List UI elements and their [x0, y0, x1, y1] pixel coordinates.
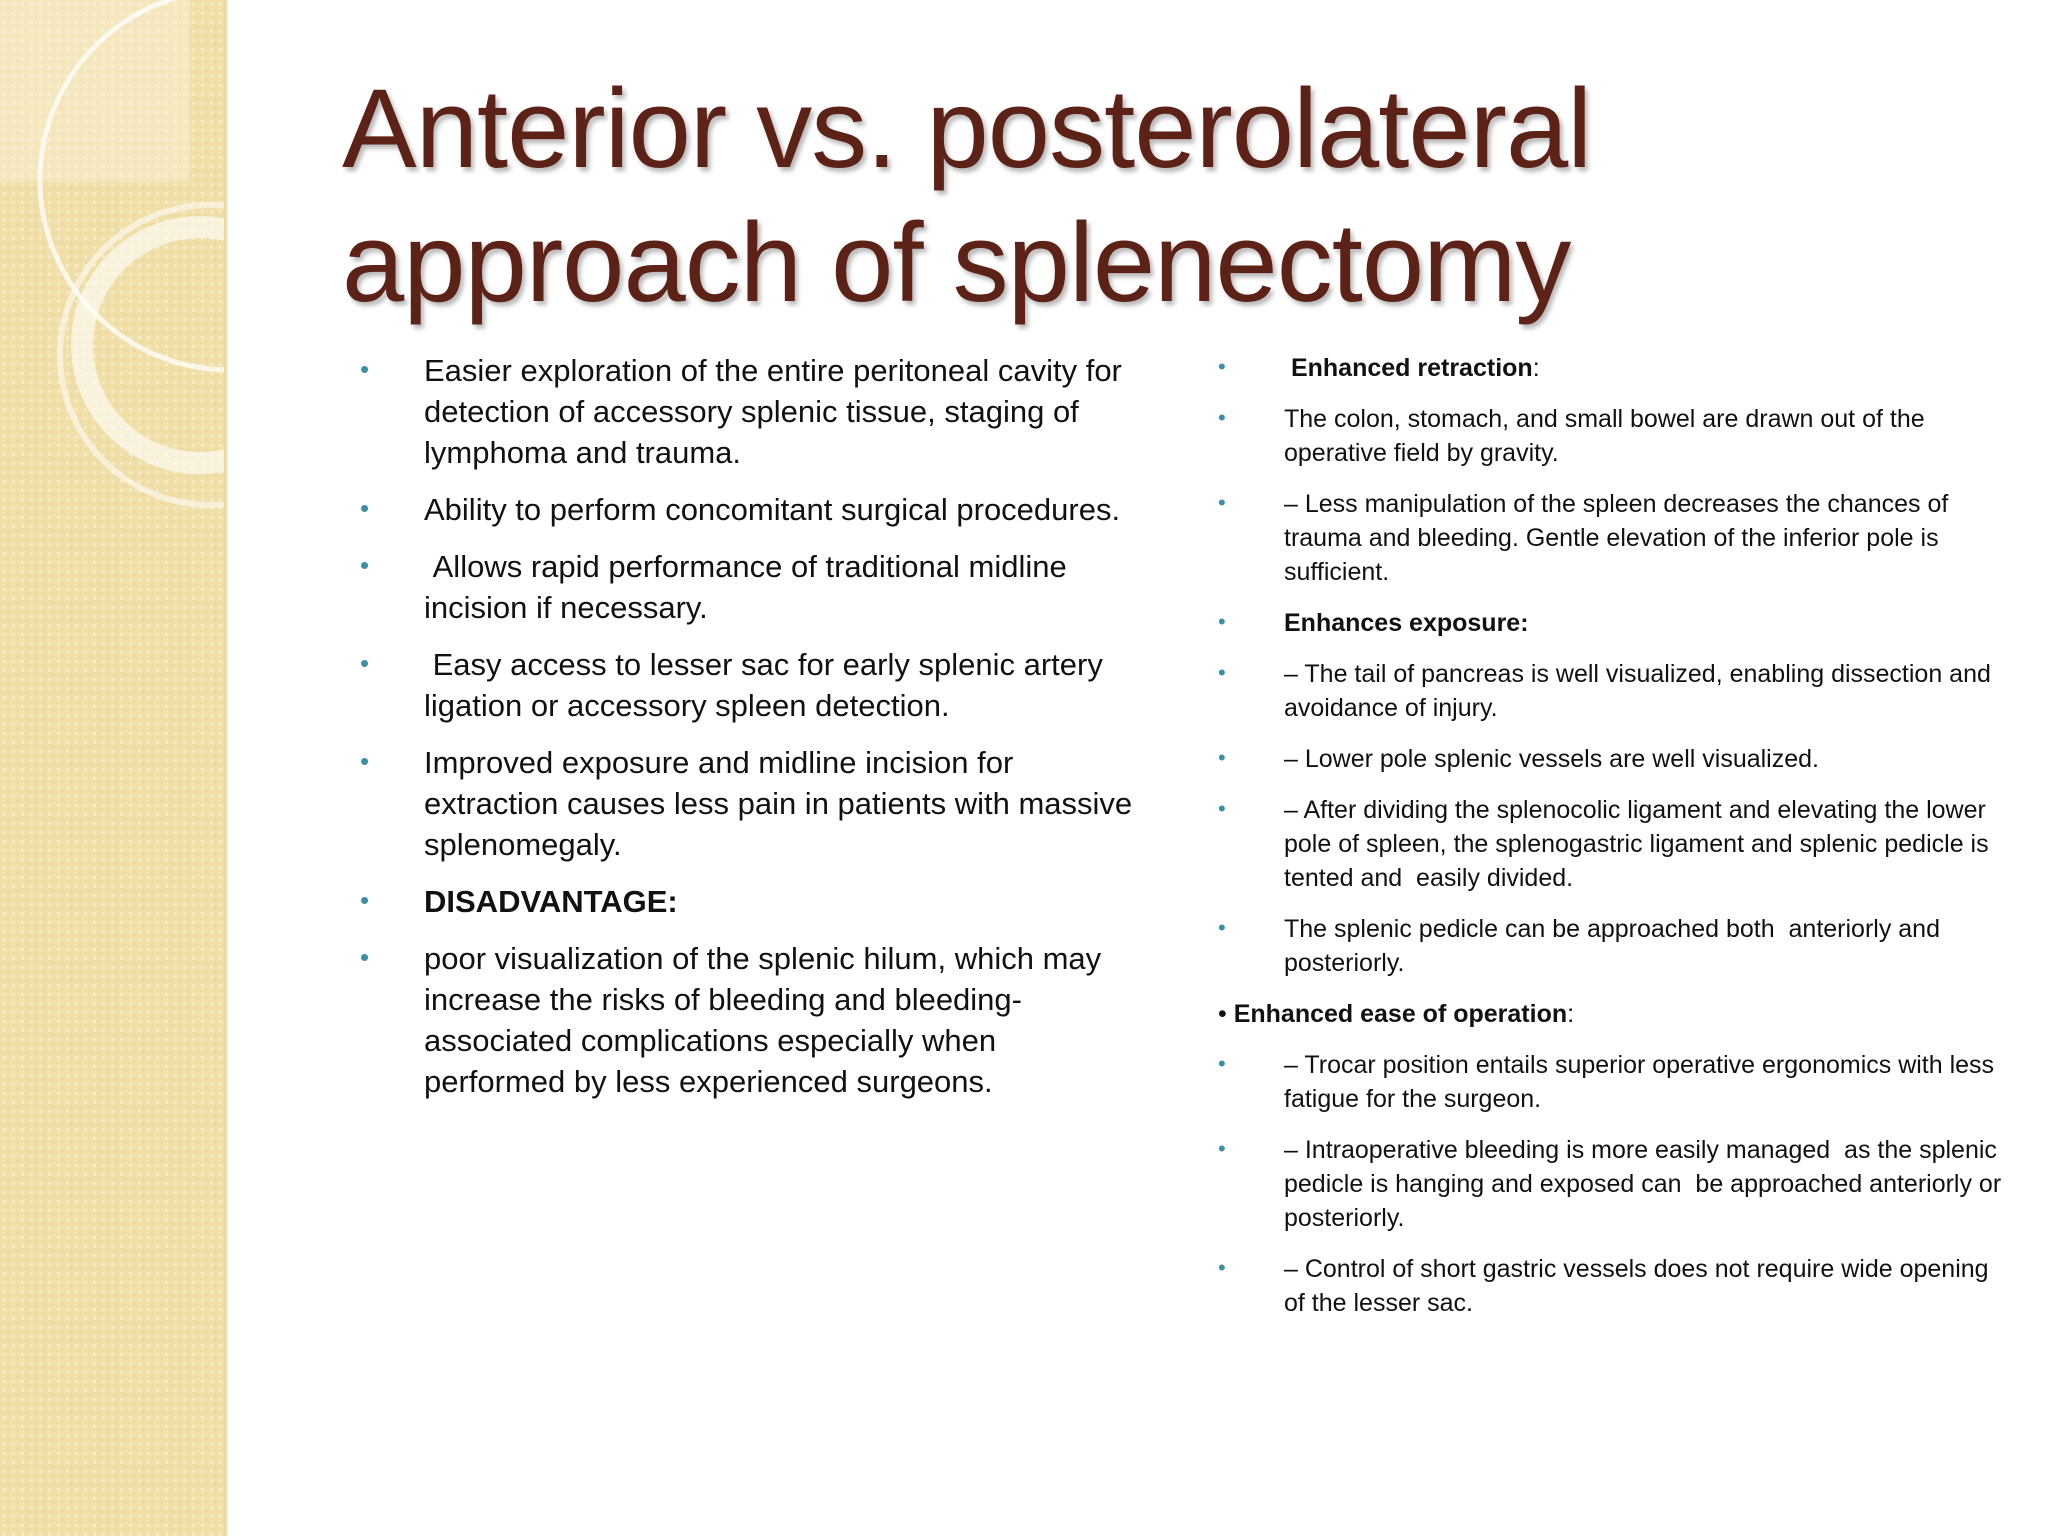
list-item-text: – After dividing the splenocolic ligament and elevating the lower pole of spleen, the splenogastric ligament and splenic pedicle is tented and easily divided.: [1284, 796, 1996, 892]
bullet-icon: •: [1218, 1051, 1226, 1076]
bullet-icon: •: [1218, 660, 1226, 685]
list-item: [1218, 402, 2008, 470]
list-item-text: The colon, stomach, and small bowel are drawn out of the operative field by gravity.: [1284, 405, 1925, 467]
list-item: [360, 881, 1140, 922]
bullet-icon: •: [360, 493, 370, 523]
bullet-icon: •: [1218, 1136, 1226, 1161]
enhances-exposure-heading: Enhances exposure:: [1284, 609, 1529, 637]
list-item: [1218, 742, 2008, 776]
bullet-icon: •: [1218, 354, 1226, 379]
bullet-icon: •: [360, 648, 370, 678]
list-item-text: [1284, 351, 2008, 385]
list-item: [1218, 997, 2008, 1031]
list-item: [1218, 1133, 2008, 1235]
list-item: [1218, 657, 2008, 725]
list-item: [360, 742, 1140, 865]
slide-title: [342, 62, 1942, 330]
bullet-icon: •: [1218, 609, 1226, 634]
list-item-text: – Trocar position entails superior operative ergonomics with less fatigue for the surgeon.: [1284, 1051, 1995, 1113]
list-item-text: – Intraoperative bleeding is more easily managed as the splenic pedicle is hanging and exposed can be approached anteriorly or posteriorly.: [1284, 1136, 2009, 1232]
list-item-text: Allows rapid performance of traditional midline incision if necessary.: [424, 549, 1076, 625]
list-item-text: poor visualization of the splenic hilum, which may increase the risks of bleeding and bleeding-associated complications especially when performed by less experienced surgeons.: [424, 941, 1102, 1099]
plain-bullet: •: [1218, 1000, 1234, 1028]
list-item: [360, 938, 1140, 1102]
list-item: [360, 489, 1140, 530]
bullet-icon: •: [1218, 745, 1226, 770]
list-item: [360, 546, 1140, 628]
enhanced-retraction-heading: Enhanced retraction: [1284, 354, 1533, 382]
list-item: [1218, 606, 2008, 640]
right-column-list: [1218, 351, 2008, 1337]
heading-suffix: :: [1532, 354, 1540, 382]
list-item-text: Improved exposure and midline incision for extraction causes less pain in patients with massive splenomegaly.: [424, 745, 1133, 862]
bullet-icon: •: [1218, 1255, 1226, 1280]
list-item-text: Easy access to lesser sac for early splenic artery ligation or accessory spleen detection.: [424, 647, 1112, 723]
bullet-icon: •: [360, 354, 370, 384]
list-item: [1218, 351, 2008, 385]
title-line-2: approach of splenectomy: [342, 200, 1571, 325]
bullet-icon: •: [1218, 796, 1226, 821]
bullet-icon: •: [360, 885, 370, 915]
list-item: [360, 644, 1140, 726]
bullet-icon: •: [1218, 915, 1226, 940]
bullet-icon: •: [360, 942, 370, 972]
list-item-text: [1218, 997, 2008, 1031]
list-item: [360, 350, 1140, 473]
list-item-text: Ability to perform concomitant surgical procedures.: [424, 492, 1121, 527]
disadvantage-heading: DISADVANTAGE:: [424, 884, 678, 919]
bullet-icon: •: [360, 550, 370, 580]
list-item-text: – Control of short gastric vessels does not require wide opening of the lesser sac.: [1284, 1255, 1989, 1317]
left-column-list: [360, 350, 1140, 1118]
list-item: [1218, 793, 2008, 895]
bullet-icon: •: [1218, 490, 1226, 515]
list-item: [1218, 1252, 2008, 1320]
list-item-text: – The tail of pancreas is well visualized, enabling dissection and avoidance of injury.: [1284, 660, 1991, 722]
list-item: [1218, 912, 2008, 980]
bullet-icon: •: [1218, 405, 1226, 430]
bullet-icon: •: [360, 746, 370, 776]
title-line-1: Anterior vs. posterolateral: [342, 66, 1592, 191]
list-item-text: Easier exploration of the entire peritoneal cavity for detection of accessory splenic tissue, staging of lymphoma and trauma.: [424, 353, 1122, 470]
list-item-text: The splenic pedicle can be approached both anteriorly and posteriorly.: [1284, 915, 1947, 977]
decorative-side-panel: [0, 0, 228, 1536]
list-item: [1218, 1048, 2008, 1116]
list-item-text: – Lower pole splenic vessels are well visualized.: [1284, 745, 1819, 773]
ease-of-operation-heading: Enhanced ease of operation: [1233, 1000, 1568, 1028]
heading-suffix: :: [1567, 1000, 1575, 1028]
list-item-text: – Less manipulation of the spleen decreases the chances of trauma and bleeding. Gentle elevation of the inferior pole is sufficient.: [1284, 490, 1949, 586]
list-item: [1218, 487, 2008, 589]
decorative-rings: [0, 0, 228, 1536]
